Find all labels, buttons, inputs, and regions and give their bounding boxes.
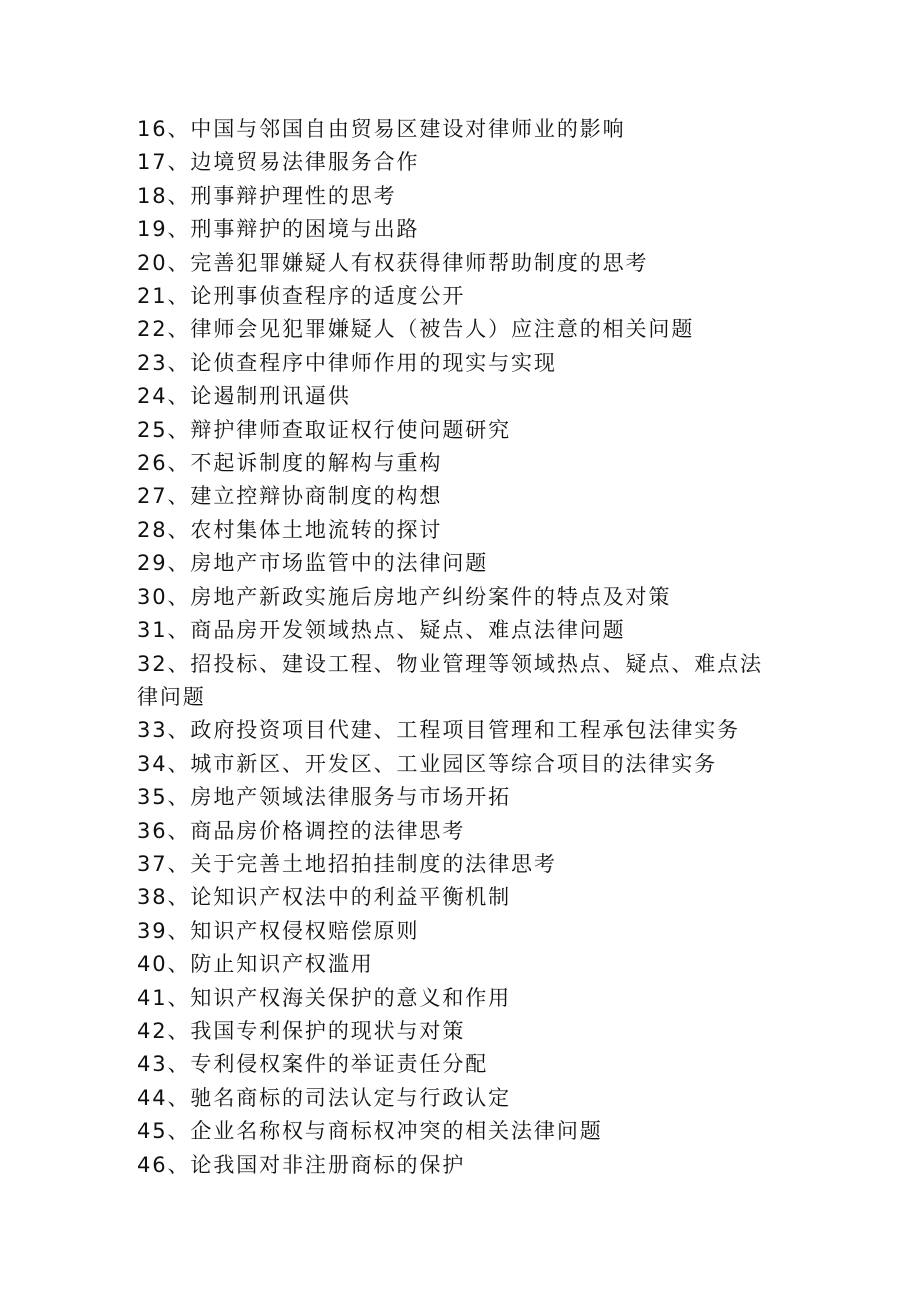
topic-item: 44、驰名商标的司法认定与行政认定 [137, 1085, 512, 1110]
topic-item: 41、知识产权海关保护的意义和作用 [137, 985, 512, 1010]
topic-item: 42、我国专利保护的现状与对策 [137, 1018, 466, 1043]
topic-item: 22、律师会见犯罪嫌疑人（被告人）应注意的相关问题 [137, 317, 695, 342]
topic-list [137, 113, 777, 1182]
topic-item: 32、招投标、建设工程、物业管理等领域热点、疑点、难点法律问题 [137, 651, 763, 709]
topic-item: 18、刑事辩护理性的思考 [137, 183, 397, 208]
topic-item: 24、论遏制刑讯逼供 [137, 384, 351, 409]
topic-item: 33、政府投资项目代建、工程项目管理和工程承包法律实务 [137, 718, 741, 743]
topic-item: 16、中国与邻国自由贸易区建设对律师业的影响 [137, 117, 626, 141]
topic-item: 19、刑事辩护的困境与出路 [137, 217, 420, 242]
topic-item: 21、论刑事侦查程序的适度公开 [137, 284, 466, 309]
topic-item: 27、建立控辩协商制度的构想 [137, 484, 443, 509]
topic-item: 37、关于完善土地招拍挂制度的法律思考 [137, 851, 557, 876]
topic-item: 36、商品房价格调控的法律思考 [137, 818, 466, 843]
topic-item: 39、知识产权侵权赔偿原则 [137, 918, 420, 943]
topic-item: 20、完善犯罪嫌疑人有权获得律师帮助制度的思考 [137, 250, 649, 275]
topic-item: 40、防止知识产权滥用 [137, 952, 374, 977]
topic-item: 34、城市新区、开发区、工业园区等综合项目的法律实务 [137, 751, 718, 776]
topic-item: 17、边境贸易法律服务合作 [137, 150, 420, 175]
topic-item: 38、论知识产权法中的利益平衡机制 [137, 885, 512, 910]
topic-item: 31、商品房开发领域热点、疑点、难点法律问题 [137, 618, 626, 643]
topic-item: 43、专利侵权案件的举证责任分配 [137, 1052, 489, 1077]
topic-item: 23、论侦查程序中律师作用的现实与实现 [137, 350, 557, 375]
topic-item: 26、不起诉制度的解构与重构 [137, 451, 443, 476]
topic-item: 25、辩护律师查取证权行使问题研究 [137, 417, 512, 442]
topic-item: 35、房地产领域法律服务与市场开拓 [137, 785, 512, 810]
topic-item: 45、企业名称权与商标权冲突的相关法律问题 [137, 1119, 603, 1144]
topic-item: 46、论我国对非注册商标的保护 [137, 1152, 466, 1177]
topic-item: 30、房地产新政实施后房地产纠纷案件的特点及对策 [137, 584, 672, 609]
topic-item: 28、农村集体土地流转的探讨 [137, 517, 443, 542]
topic-item: 29、房地产市场监管中的法律问题 [137, 551, 489, 576]
